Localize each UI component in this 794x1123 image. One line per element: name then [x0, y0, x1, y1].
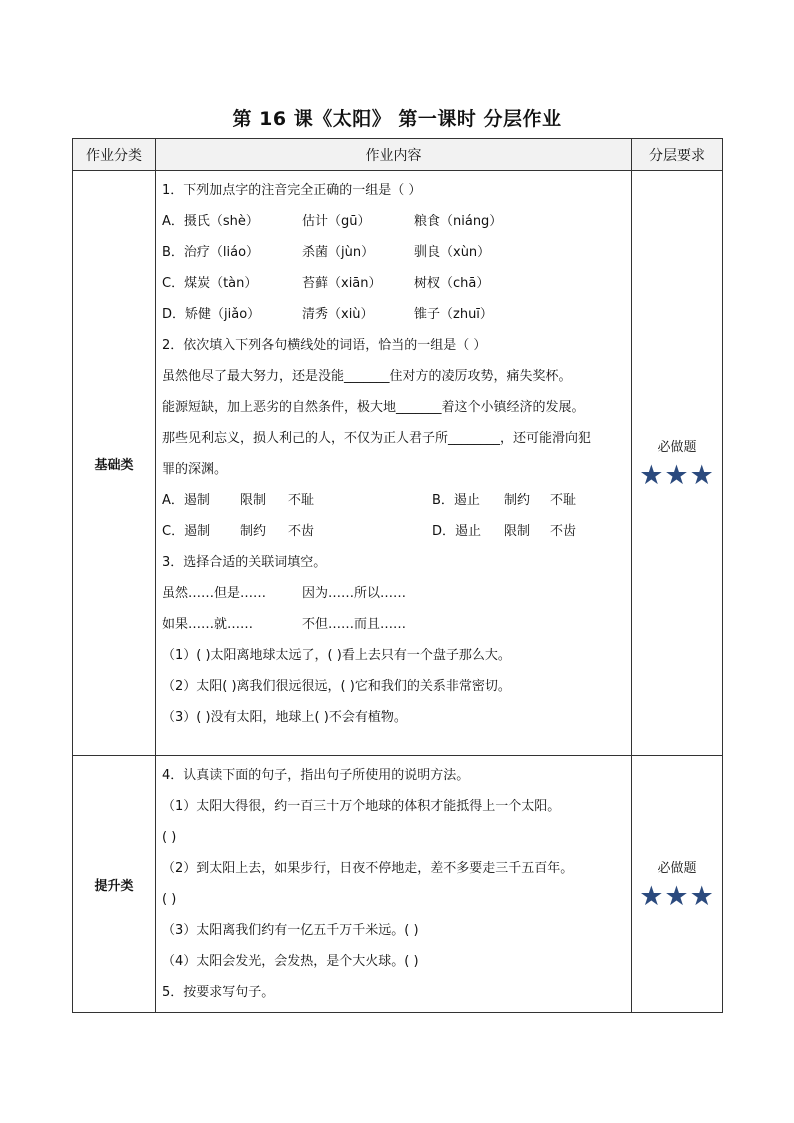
- category-basic: 基础类: [73, 171, 156, 756]
- content-line: [162, 237, 625, 268]
- content-line: [162, 423, 625, 454]
- content-text: C．煤炭（tàn）: [162, 276, 258, 291]
- header-requirement: 分层要求: [632, 139, 723, 171]
- content-text: ( ): [162, 830, 177, 845]
- content-line: [162, 578, 625, 609]
- content-advanced: [156, 756, 632, 1013]
- content-text: 因为……所以……: [302, 586, 407, 601]
- content-line: [162, 760, 625, 791]
- content-text: （3）( )没有太阳，地球上( )不会有植物。: [162, 710, 407, 725]
- content-line: [162, 640, 625, 671]
- content-text: 不耻: [288, 493, 315, 508]
- content-text: 限制: [240, 493, 267, 508]
- content-text: D．遏止: [432, 524, 482, 539]
- content-text: 4．认真读下面的句子，指出句子所使用的说明方法。: [162, 768, 470, 783]
- content-text: （2）到太阳上去，如果步行，日夜不停地走，差不多要走三千五百年。: [162, 861, 574, 876]
- content-text: 制约: [504, 493, 531, 508]
- content-text: 限制: [504, 524, 531, 539]
- content-text: 不耻: [550, 493, 577, 508]
- content-text: ( ): [162, 892, 177, 907]
- content-line: [162, 977, 625, 1008]
- content-line: [162, 702, 625, 733]
- content-line: [162, 299, 625, 330]
- content-text: A．遏制: [162, 493, 210, 508]
- content-line: [162, 915, 625, 946]
- content-line: [162, 485, 625, 516]
- requirement-advanced: [632, 756, 723, 1013]
- content-line: [162, 671, 625, 702]
- content-text: （3）太阳离我们约有一亿五千万千米远。( ): [162, 923, 419, 938]
- content-text: （4）太阳会发光，会发热，是个大火球。( ): [162, 954, 419, 969]
- content-line: [162, 609, 625, 640]
- content-text: 1．下列加点字的注音完全正确的一组是（ ）: [162, 183, 422, 198]
- content-text: B．遏止: [432, 493, 480, 508]
- table-header-row: [73, 139, 723, 171]
- content-text: 不但……而且……: [302, 617, 407, 632]
- content-text: C．遏制: [162, 524, 211, 539]
- content-line: [162, 516, 625, 547]
- content-line: [162, 268, 625, 299]
- page-title: 第 16 课《太阳》 第一课时 分层作业: [232, 108, 562, 130]
- content-text: 杀菌（jùn）: [302, 245, 375, 260]
- content-text: 制约: [240, 524, 267, 539]
- content-text: 那些见利忘义，损人利己的人，不仅为正人君子所________，还可能滑向犯: [162, 431, 592, 446]
- content-text: 树杈（chā）: [414, 276, 490, 291]
- content-line: [162, 175, 625, 206]
- content-text: A．摄氏（shè）: [162, 214, 259, 229]
- header-content: 作业内容: [156, 139, 632, 171]
- content-text: 估计（gū）: [302, 214, 371, 229]
- star-rating-icon: ★★★: [639, 880, 715, 912]
- category-advanced: 提升类: [73, 756, 156, 1013]
- content-text: 虽然……但是……: [162, 586, 267, 601]
- content-text: 锥子（zhuī）: [414, 307, 493, 322]
- content-text: 虽然他尽了最大努力，还是没能_______住对方的凌厉攻势，痛失奖杯。: [162, 369, 572, 384]
- content-line: [162, 884, 625, 915]
- content-line: [162, 547, 625, 578]
- content-text: 如果……就……: [162, 617, 254, 632]
- content-text: B．治疗（liáo）: [162, 245, 260, 260]
- section-row-advanced: [73, 756, 723, 1013]
- content-text: 不齿: [288, 524, 315, 539]
- content-text: 清秀（xiù）: [302, 307, 374, 322]
- content-text: 粮食（niáng）: [414, 214, 503, 229]
- content-text: 苔藓（xiān）: [302, 276, 382, 291]
- content-line: [162, 330, 625, 361]
- content-text: 2．依次填入下列各句横线处的词语，恰当的一组是（ ）: [162, 338, 487, 353]
- content-text: 不齿: [550, 524, 577, 539]
- content-text: （1）太阳大得很，约一百三十万个地球的体积才能抵得上一个太阳。: [162, 799, 561, 814]
- content-line: [162, 454, 625, 485]
- header-category: 作业分类: [73, 139, 156, 171]
- star-rating-icon: ★★★: [639, 459, 715, 491]
- content-text: 驯良（xùn）: [414, 245, 491, 260]
- requirement-label: 必做题: [657, 860, 697, 876]
- content-line: [162, 822, 625, 853]
- content-line: [162, 791, 625, 822]
- content-line: [162, 853, 625, 884]
- requirement-label: 必做题: [657, 439, 697, 455]
- section-row-basic: [73, 171, 723, 756]
- content-text: 5．按要求写句子。: [162, 985, 275, 1000]
- content-line: [162, 392, 625, 423]
- content-text: D．矫健（jiǎo）: [162, 307, 261, 322]
- homework-table: [72, 138, 723, 1013]
- content-text: 3．选择合适的关联词填空。: [162, 555, 327, 570]
- content-line: [162, 361, 625, 392]
- content-text: 能源短缺，加上恶劣的自然条件，极大地_______着这个小镇经济的发展。: [162, 400, 585, 415]
- content-basic: [156, 171, 632, 756]
- content-text: 罪的深渊。: [162, 462, 228, 477]
- requirement-basic: [632, 171, 723, 756]
- content-line: [162, 946, 625, 977]
- content-text: （2）太阳( )离我们很远很远，( )它和我们的关系非常密切。: [162, 679, 511, 694]
- content-line: [162, 206, 625, 237]
- content-text: （1）( )太阳离地球太远了，( )看上去只有一个盘子那么大。: [162, 648, 511, 663]
